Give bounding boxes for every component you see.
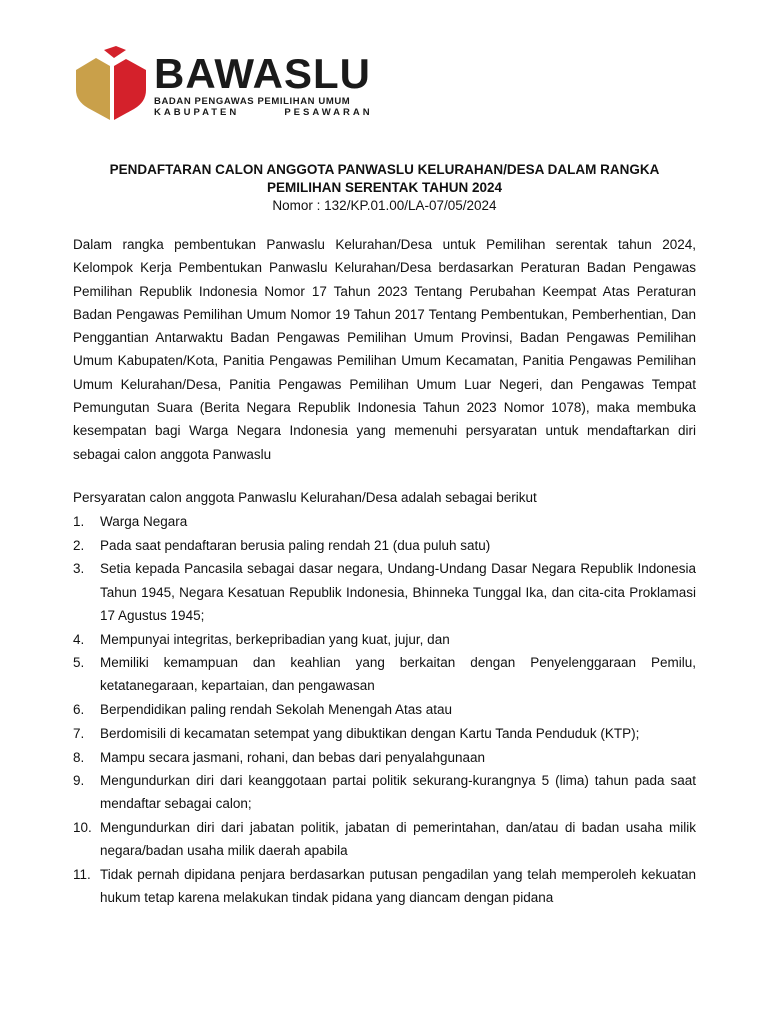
brand-name: BAWASLU (154, 50, 371, 97)
requirement-text: Berdomisili di kecamatan setempat yang dibuktikan dengan Kartu Tanda Penduduk (KTP); (100, 725, 640, 741)
brand-subtitle-2: KABUPATEN PESAWARAN (154, 107, 373, 118)
requirement-number: 9. (73, 773, 85, 789)
requirement-item (73, 534, 696, 557)
requirements-title: Persyaratan calon anggota Panwaslu Kelurahan/Desa adalah sebagai berikut (73, 490, 537, 505)
requirement-number: 4. (73, 631, 85, 647)
requirement-text: Tidak pernah dipidana penjara berdasarkan putusan pengadilan yang telah memperoleh kekuatan hukum tetap karena melakukan tindak pidana yang diancam dengan pidana (100, 867, 696, 906)
logo-check-mark (104, 46, 126, 58)
logo-gold-shape (76, 58, 110, 120)
requirement-text: Warga Negara (100, 514, 188, 529)
document-title-line-1: PENDAFTARAN CALON ANGGOTA PANWASLU KELURAHAN/DESA DALAM RANGKA (109, 162, 660, 177)
intro-text: Dalam rangka pembentukan Panwaslu Kelurahan/Desa untuk Pemilihan serentak tahun 2024, Kelompok Kerja Pembentukan Panwaslu Kelurahan/Desa berdasarkan Peraturan Badan Pengawas Pemilihan Republik Indonesia Nomor 17 Tahun 2023 Tentang Perubahan Keempat Atas Peraturan Badan Pengawas Pemilihan Umum Nomor 19 Tahun 2017 Tentang Pembentukan, Pemberhentian, Dan Penggantian Antarwaktu Badan Pengawas Pemilihan Umum Provinsi, Badan Pengawas Pemilihan Umum Kabupaten/Kota, Panitia Pengawas Pemilihan Umum Kecamatan, Panitia Pengawas Pemilihan Umum Kelurahan/Desa, Panitia Pengawas Pemilihan Umum Luar Negeri, dan Pengawas Tempat Pemungutan Suara (Berita Negara Republik Indonesia Tahun 2023 Nomor 1078), maka membuka kesempatan bagi Warga Negara Indonesia yang memenuhi persyaratan untuk mendaftarkan diri sebagai calon anggota Panwaslu (73, 237, 696, 462)
requirement-number: 7. (73, 725, 85, 741)
document-title-block (73, 161, 696, 215)
logo-red-shape (114, 59, 146, 120)
requirement-number: 11. (73, 867, 91, 883)
requirement-item (73, 557, 696, 627)
requirement-number: 6. (73, 702, 85, 718)
requirement-item (73, 651, 696, 697)
requirement-item (73, 769, 696, 815)
requirement-text: Mampu secara jasmani, rohani, dan bebas dari penyalahgunaan (100, 749, 486, 765)
requirement-number: 10. (73, 820, 92, 836)
requirement-item (73, 628, 696, 651)
requirement-number: 3. (73, 561, 85, 577)
document-number: Nomor : 132/KP.01.00/LA-07/05/2024 (272, 198, 497, 213)
requirement-item (73, 722, 696, 745)
requirement-text: Mengundurkan diri dari jabatan politik, jabatan di pemerintahan, dan/atau di badan usaha milik negara/badan usaha milik daerah apabila (100, 820, 696, 859)
intro-paragraph (73, 233, 696, 466)
requirement-text: Memiliki kemampuan dan keahlian yang berkaitan dengan Penyelenggaraan Pemilu, ketatanegaraan, kepartaian, dan pengawasan (100, 655, 696, 694)
requirement-item (73, 698, 696, 721)
requirement-text: Berpendidikan paling rendah Sekolah Menengah Atas atau (100, 702, 453, 718)
brand-subtitle-1: BADAN PENGAWAS PEMILIHAN UMUM (154, 96, 351, 107)
requirement-text: Mempunyai integritas, berkepribadian yang kuat, jujur, dan (100, 631, 450, 647)
document-title-line-2: PEMILIHAN SERENTAK TAHUN 2024 (266, 180, 503, 195)
requirement-item (73, 510, 696, 533)
requirement-item (73, 816, 696, 862)
requirement-number: 1. (73, 514, 85, 529)
requirement-text: Mengundurkan diri dari keanggotaan partai politik sekurang-kurangnya 5 (lima) tahun pada saat mendaftar sebagai calon; (100, 773, 696, 812)
requirement-number: 5. (73, 655, 85, 671)
requirement-text: Setia kepada Pancasila sebagai dasar negara, Undang-Undang Dasar Negara Republik Indonesia Tahun 1945, Negara Kesatuan Republik Indonesia, Bhinneka Tunggal Ika, dan cita-cita Proklamasi 17 Agustus 1945; (100, 561, 696, 623)
requirement-number: 8. (73, 749, 85, 765)
requirement-item (73, 746, 696, 769)
requirement-item (73, 863, 696, 909)
requirements-list (73, 510, 696, 910)
requirement-number: 2. (73, 537, 85, 553)
requirement-text: Pada saat pendaftaran berusia paling rendah 21 (dua puluh satu) (100, 537, 491, 553)
